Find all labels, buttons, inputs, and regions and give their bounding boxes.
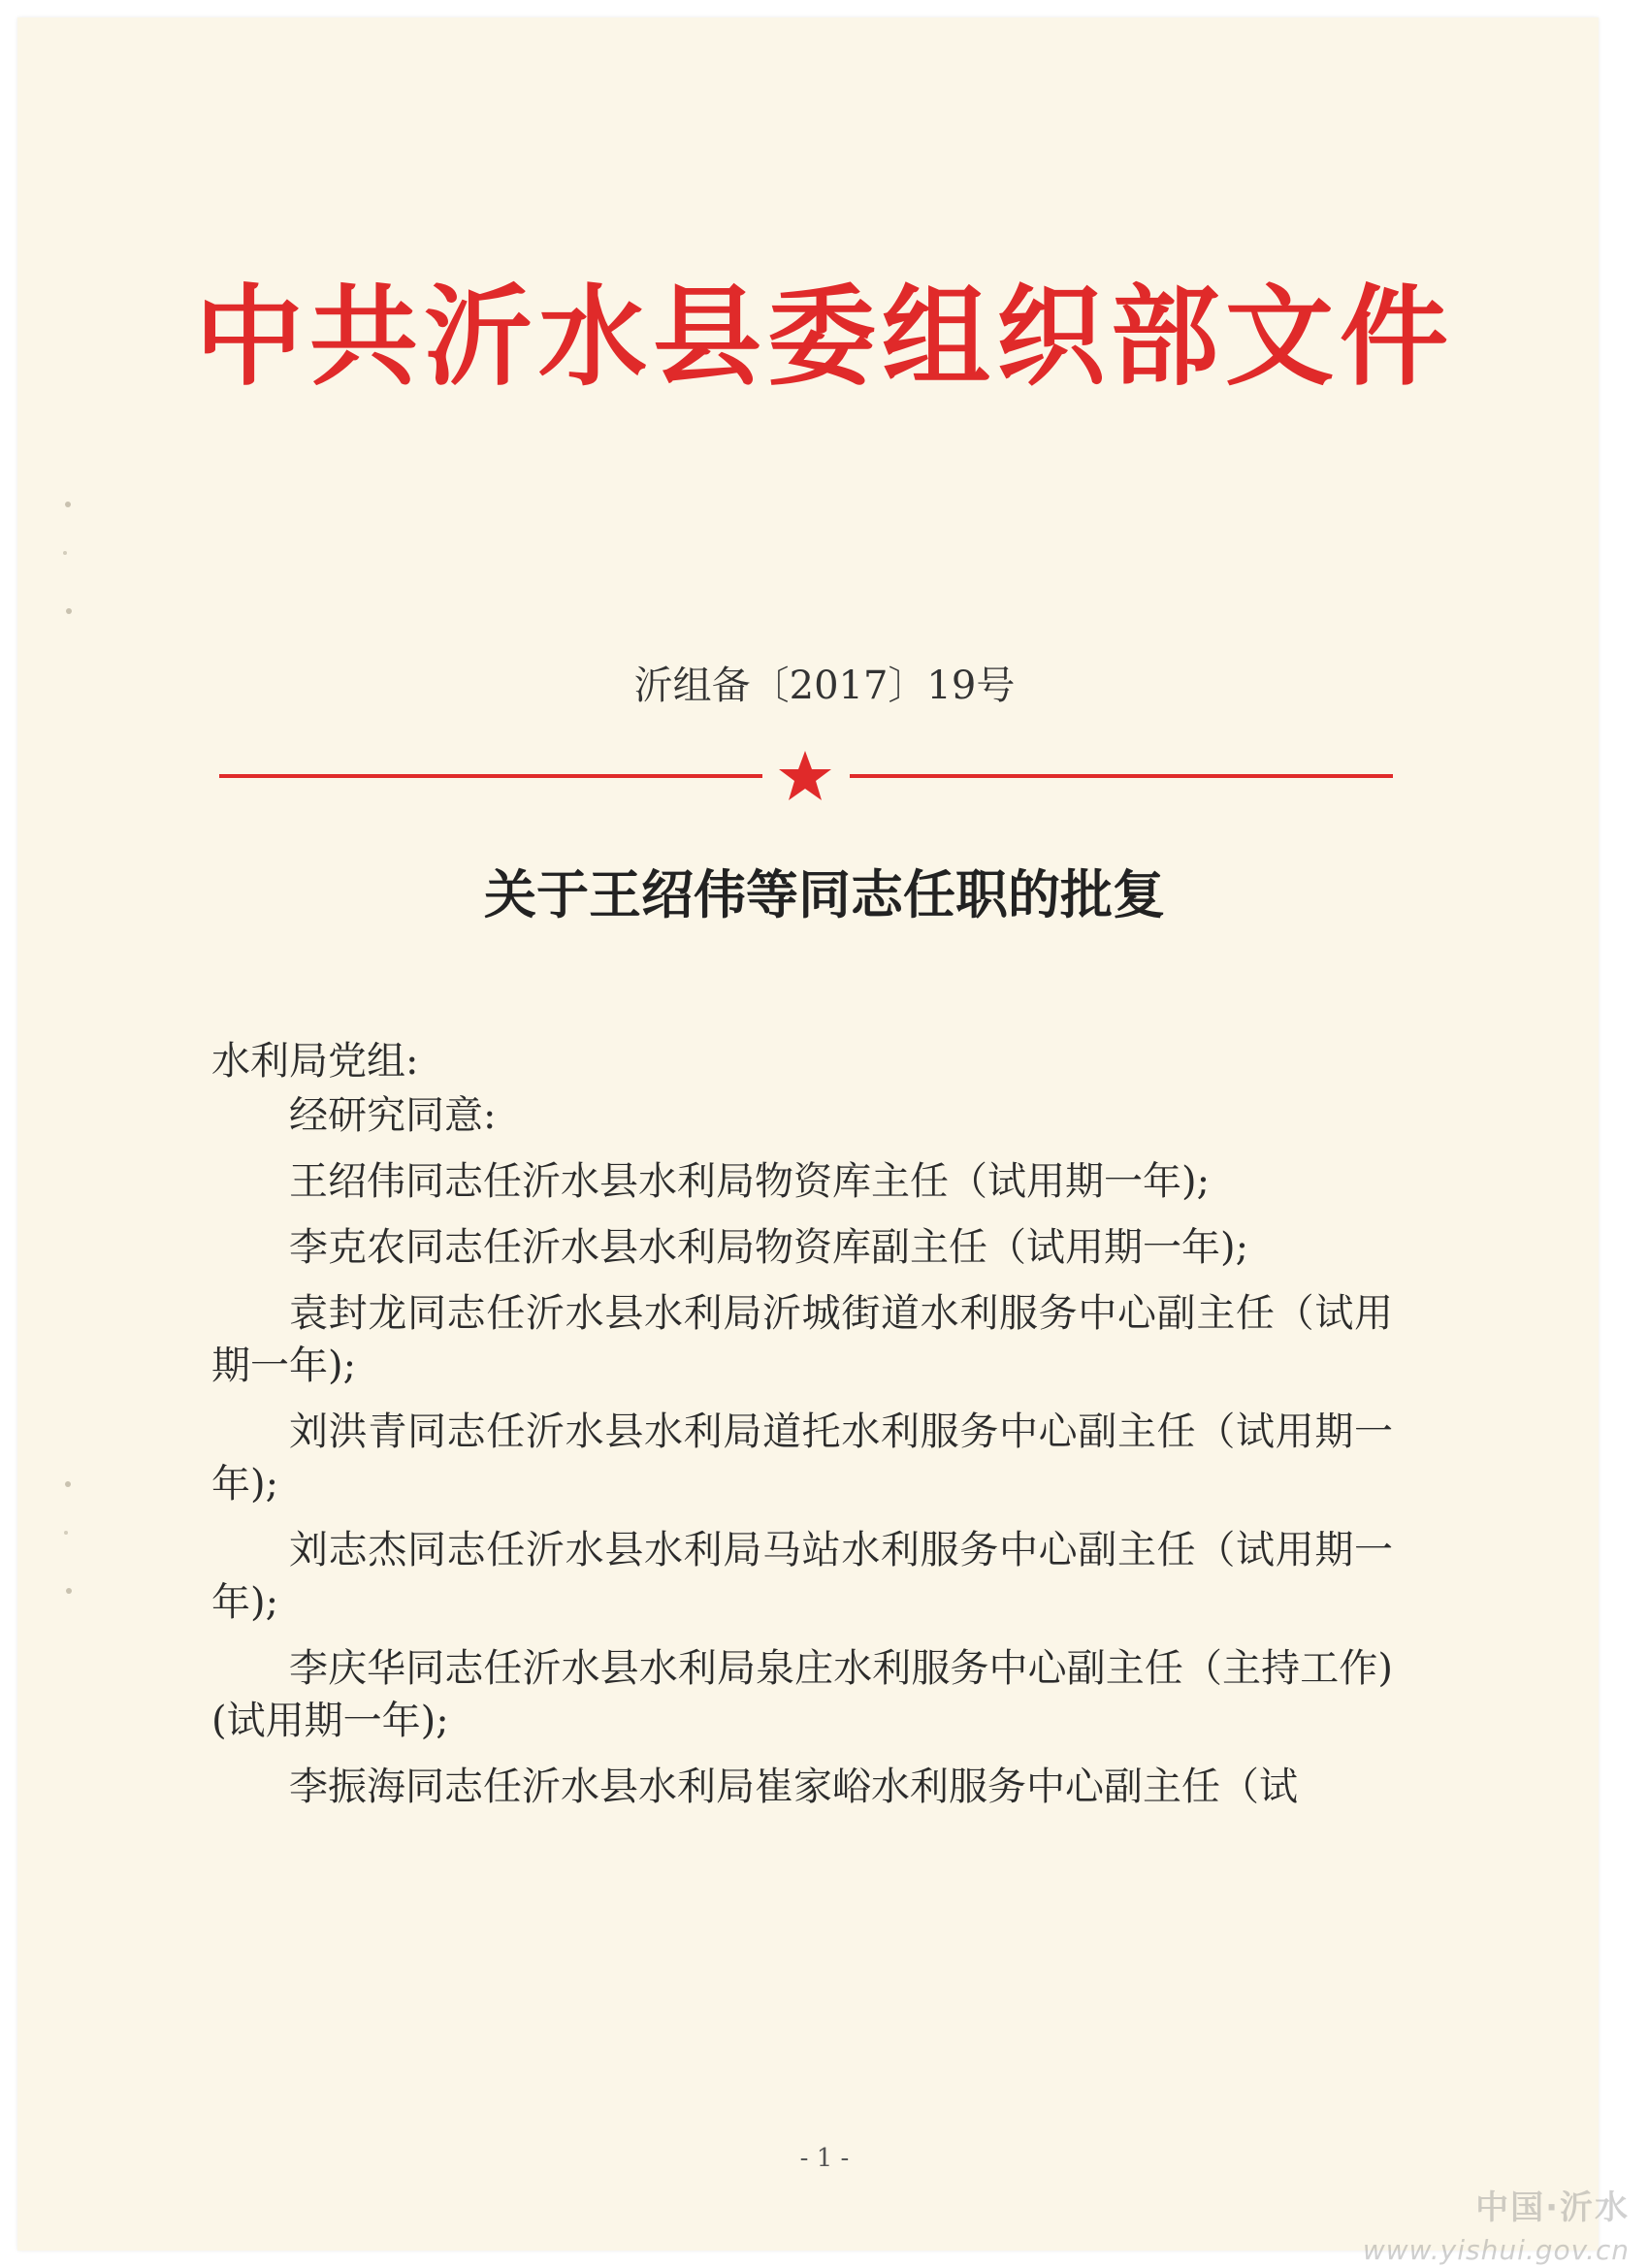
binding-marks [53, 466, 82, 1630]
body-paragraph: 袁封龙同志任沂水县水利局沂城街道水利服务中心副主任（试用期一年); [211, 1291, 1393, 1388]
site-watermark [1339, 2181, 1630, 2266]
watermark-url: www.yishui.gov.cn [1362, 2234, 1630, 2266]
body-paragraph: 李克农同志任沂水县水利局物资库副主任（试用期一年); [289, 1225, 1249, 1270]
watermark-title: 中国·沂水 [1475, 2188, 1630, 2227]
document-header-title: 中共沂水县委组织部文件 [195, 275, 1454, 401]
body-paragraph: 经研究同意: [289, 1093, 497, 1138]
document-number: 沂组备〔2017〕19号 [633, 664, 1016, 708]
page-number: - 1 - [799, 2144, 850, 2173]
salutation: 水利局党组: [211, 1039, 419, 1084]
red-star-icon [776, 747, 834, 805]
body-paragraph: 王绍伟同志任沂水县水利局物资库主任（试用期一年); [289, 1159, 1211, 1204]
header-rule-right [850, 774, 1393, 778]
body-paragraph: 刘洪青同志任沂水县水利局道托水利服务中心副主任（试用期一年); [211, 1409, 1393, 1507]
body-paragraph: 刘志杰同志任沂水县水利局马站水利服务中心副主任（试用期一年); [211, 1528, 1393, 1625]
body-paragraph: 李振海同志任沂水县水利局崔家峪水利服务中心副主任（试 [289, 1765, 1298, 1809]
header-rule-left [219, 774, 762, 778]
body-paragraph: 李庆华同志任沂水县水利局泉庄水利服务中心副主任（主持工作)(试用期一年); [211, 1646, 1393, 1743]
document-body [211, 1089, 1393, 1827]
document-subject: 关于王绍伟等同志任职的批复 [484, 863, 1165, 925]
